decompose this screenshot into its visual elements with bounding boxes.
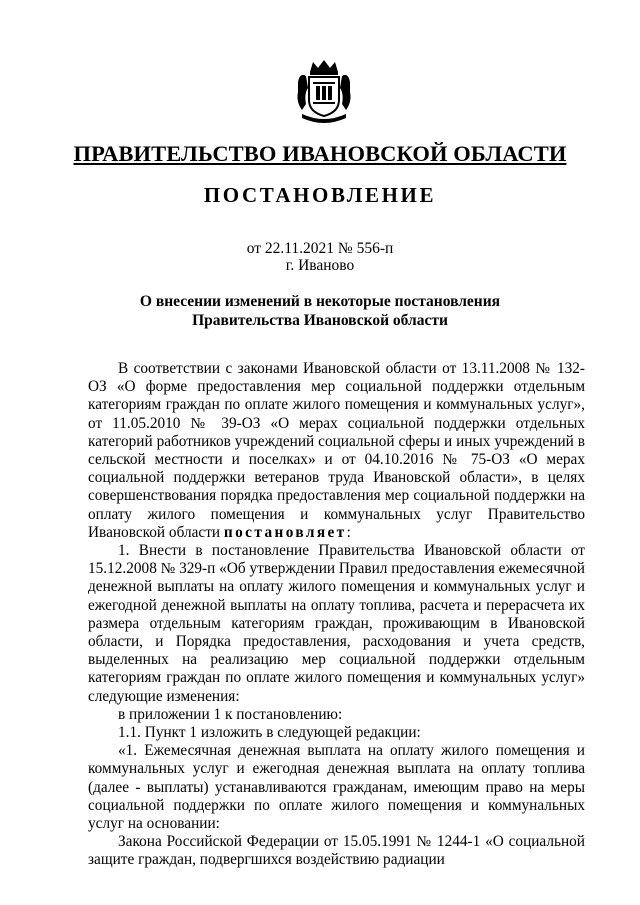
date-number: от 22.11.2021 № 556-п <box>246 240 394 257</box>
paragraph-2: в приложении 1 к постановлению: <box>118 705 343 723</box>
resolves-word: постановляет <box>223 523 347 541</box>
organization-title: ПРАВИТЕЛЬСТВО ИВАНОВСКОЙ ОБЛАСТИ <box>73 141 567 166</box>
subject-line-1: О внесении изменений в некоторые постановления <box>139 293 501 310</box>
paragraph-4: «1. Ежемесячная денежная выплата на оплату жилого помещения и коммунальных услуг и ежегодная денежная выплата на оплату топлива (далее - выплаты) устанавливаются гражданам, имеющим право на меры социальной поддержки по оплате жилого помещения и коммунальных услуг на основании: <box>88 742 585 833</box>
document-body <box>88 360 585 870</box>
paragraph-3: 1.1. Пункт 1 изложить в следующей редакции: <box>118 724 421 742</box>
paragraph-1: 1. Внести в постановление Правительства Ивановской области от 15.12.2008 № 329-п «Об утверждении Правил предоставления ежемесячной денежной выплаты на оплату жилого помещения и коммунальных услуг и ежегодной денежной выплаты на оплату топлива, расчета и перерасчета их размера отдельным категориям граждан, проживающим в Ивановской области, и Порядка предоставления, расходования и учета средств, выделенных на реализацию мер социальной поддержки отдельным категориям граждан по оплате жилого помещения и коммунальных услуг» следующие изменения: <box>88 542 585 705</box>
date-and-number-block <box>0 240 640 274</box>
paragraph-5: Закона Российской Федерации от 15.05.1991 № 1244-1 «О социальной защите граждан, подвергшихся воздействию радиации <box>88 833 585 869</box>
coat-of-arms-emblem-icon <box>296 58 352 124</box>
preamble-text: В соответствии с законами Ивановской области от 13.11.2008 № 132-ОЗ «О форме предоставления мер социальной поддержки отдельным категориям граждан по оплате жилого помещения и коммунальных услуг», от 11.05.2010 № 39-ОЗ «О мерах социальной поддержки отдельных категорий работников учреждений социальной сферы и иных учреждений в сельской местности и поселках» и от 04.10.2016 № 75-ОЗ «О мерах социальной поддержки ветеранов труда Ивановской области», в целях совершенствования порядка предоставления мер социальной поддержки на оплату жилого помещения и коммунальных услуг Правительство Ивановской области <box>88 360 585 541</box>
document-type-title: ПОСТАНОВЛЕНИЕ <box>203 183 437 207</box>
city: г. Иваново <box>285 257 355 274</box>
document-subject <box>0 292 640 330</box>
subject-line-2: Правительства Ивановской области <box>192 312 448 329</box>
preamble-end: : <box>346 523 351 541</box>
paragraph-preamble <box>88 360 585 542</box>
